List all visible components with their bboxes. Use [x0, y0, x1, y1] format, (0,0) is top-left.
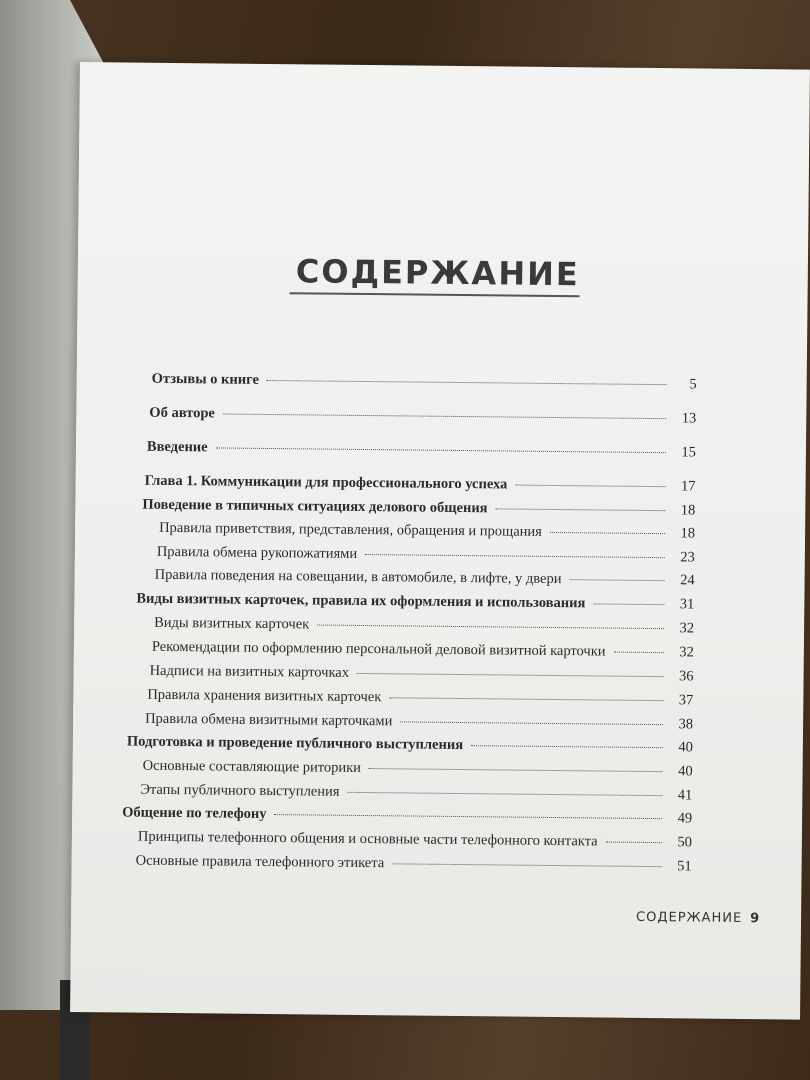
table-of-contents — [70, 62, 810, 1020]
toc-entry-meeting-rules[interactable]: Правила поведения на совещании, в автомобиле, в лифте, у двери 24 — [154, 566, 695, 589]
leader-dots — [496, 508, 666, 511]
toc-entry-phone[interactable]: Общение по телефону 49 — [122, 804, 693, 827]
toc-entry-public-speaking[interactable]: Подготовка и проведение публичного выступления 40 — [126, 733, 693, 756]
toc-entry-card-storage[interactable]: Правила хранения визитных карточек 37 — [147, 686, 694, 709]
leader-dots — [267, 380, 667, 385]
leader-dots — [223, 414, 666, 420]
leader-dots — [275, 814, 663, 819]
leader-dots — [606, 842, 662, 844]
footer-section: СОДЕРЖАНИЕ — [635, 909, 743, 926]
leader-dots — [389, 697, 663, 701]
toc-entry-introduction[interactable]: Введение 15 — [146, 438, 697, 461]
toc-entry-reviews[interactable]: Отзывы о книге 5 — [151, 370, 697, 393]
leader-dots — [515, 485, 665, 488]
toc-entry-chapter-1[interactable]: Глава 1. Коммуникации для профессионального успеха 17 — [144, 472, 696, 495]
leader-dots — [357, 673, 664, 677]
toc-entry-phone-etiquette[interactable]: Основные правила телефонного этикета 51 — [135, 852, 692, 875]
leader-dots — [593, 603, 664, 605]
page-footer — [636, 910, 760, 926]
toc-entry-about-author[interactable]: Об авторе 13 — [149, 404, 697, 427]
toc-entry-card-design[interactable]: Рекомендации по оформлению персональной деловой визитной карточки 32 — [151, 638, 694, 661]
toc-entry-handshake-rules[interactable]: Правила обмена рукопожатиями 23 — [156, 543, 695, 566]
leader-dots — [317, 625, 664, 630]
page-title: СОДЕРЖАНИЕ — [295, 252, 580, 294]
leader-dots — [369, 768, 663, 772]
leader-dots — [365, 554, 665, 558]
toc-entry-card-types[interactable]: Виды визитных карточек 32 — [154, 614, 695, 637]
toc-entry-card-inscriptions[interactable]: Надписи на визитных карточках 36 — [149, 662, 694, 685]
page-number: 9 — [750, 911, 761, 927]
toc-entry-greeting-rules[interactable]: Правила приветствия, представления, обращения и прощания 18 — [159, 519, 696, 542]
leader-dots — [550, 532, 665, 534]
book-page — [70, 62, 810, 1020]
leader-dots — [569, 579, 664, 581]
toc-entry-rhetoric[interactable]: Основные составляющие риторики 40 — [142, 757, 693, 780]
leader-dots — [614, 652, 664, 654]
toc-entry-speech-stages[interactable]: Этапы публичного выступления 41 — [140, 781, 693, 804]
leader-dots — [400, 721, 663, 725]
toc-entry-business-cards[interactable]: Виды визитных карточек, правила их оформления и использования 31 — [136, 590, 695, 613]
toc-entry-card-exchange[interactable]: Правила обмена визитными карточками 38 — [145, 710, 694, 733]
leader-dots — [216, 447, 666, 453]
toc-entry-phone-principles[interactable]: Принципы телефонного общения и основные части телефонного контакта 50 — [137, 828, 692, 851]
toc-entry-behavior[interactable]: Поведение в типичных ситуациях делового общения 18 — [142, 496, 696, 519]
leader-dots — [347, 792, 662, 796]
leader-dots — [392, 863, 661, 867]
leader-dots — [471, 745, 663, 748]
